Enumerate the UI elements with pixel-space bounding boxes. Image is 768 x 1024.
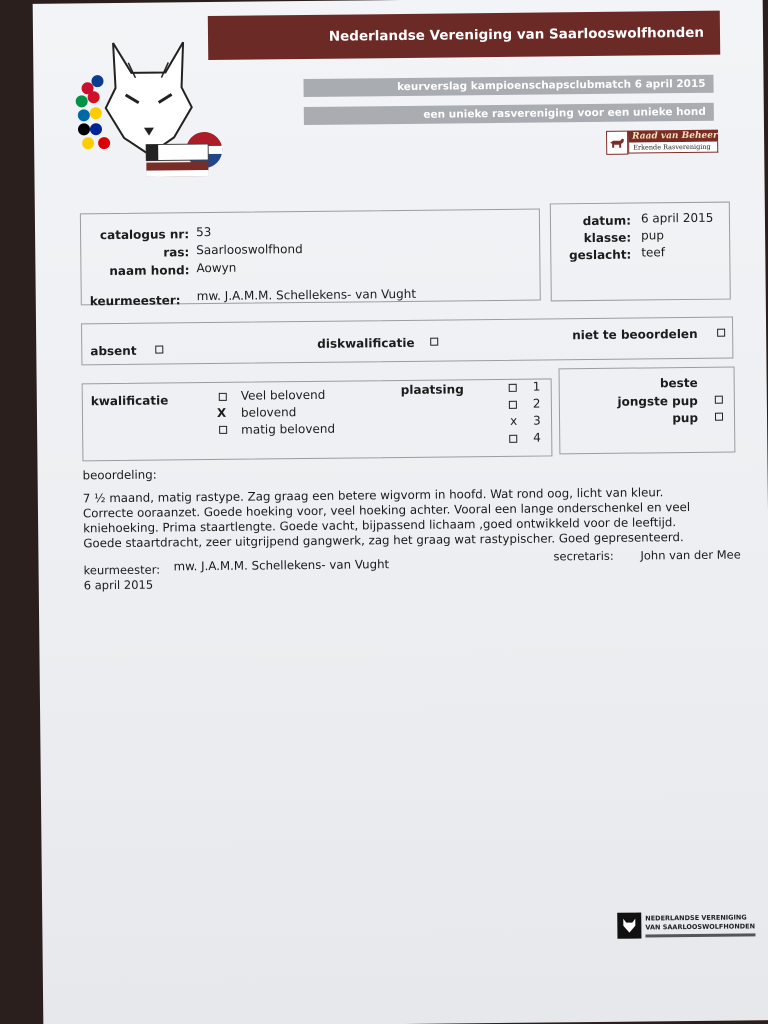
secretaris-label: secretaris: bbox=[553, 548, 614, 564]
klasse-label: klasse: bbox=[583, 230, 632, 246]
geslacht-label: geslacht: bbox=[568, 247, 632, 263]
plaatsing-2-label: 2 bbox=[532, 396, 541, 411]
veel-belovend-checkbox[interactable] bbox=[219, 393, 227, 401]
status-box bbox=[81, 317, 733, 366]
subtitle-bar-1 bbox=[303, 75, 713, 97]
naam-value: Aowyn bbox=[196, 260, 237, 276]
secretaris-value: John van der Mee bbox=[640, 547, 741, 563]
plaatsing-1-checkbox[interactable] bbox=[509, 384, 517, 392]
catalogus-label: catalogus nr: bbox=[99, 227, 190, 243]
wolf-icon bbox=[617, 913, 641, 939]
signature-keurmeester-label: keurmeester: bbox=[83, 562, 161, 578]
beoordeling-line: 7 ½ maand, matig rastype. Zag graag een betere wigvorm in hoofd. Wat rond oog, licht van kleur. bbox=[82, 485, 664, 506]
niet-te-beoordelen-checkbox[interactable] bbox=[717, 329, 725, 337]
niet-te-beoordelen-label: niet te beoordelen bbox=[572, 326, 698, 343]
subtitle-bar-2 bbox=[304, 103, 714, 125]
plaatsing-1-label: 1 bbox=[532, 379, 541, 394]
club-logo bbox=[73, 32, 225, 184]
jongste-pup-label: jongste pup bbox=[617, 393, 698, 409]
beoordeling-text bbox=[83, 485, 724, 552]
raad-line-2: Erkende Rasvereniging bbox=[628, 142, 718, 154]
subtitle-1: keurverslag kampioenschapsclubmatch 6 april 2015 bbox=[396, 77, 706, 94]
details-box bbox=[80, 209, 541, 309]
datum-value: 6 april 2015 bbox=[640, 210, 714, 226]
ras-label: ras: bbox=[163, 245, 190, 260]
kwalificatie-label: kwalificatie bbox=[90, 393, 169, 409]
matig-belovend-label: matig belovend bbox=[241, 421, 336, 437]
beoordeling-line: Correcte ooraanzet. Goede hoeking voor, veel hoeking achter. Vooral een lange onderschenkel en veel bbox=[82, 499, 691, 521]
keurmeester-label: keurmeester: bbox=[89, 293, 181, 309]
org-title-bar bbox=[208, 11, 720, 60]
klasse-value: pup bbox=[641, 228, 665, 243]
footer-line-1: NEDERLANDSE VERENIGING bbox=[645, 912, 747, 922]
kwalificatie-box bbox=[82, 378, 553, 461]
plaatsing-label: plaatsing bbox=[400, 382, 464, 398]
footer-line-2: VAN SAARLOOSWOLFHONDEN bbox=[645, 921, 756, 931]
belovend-label: belovend bbox=[240, 405, 297, 420]
pup-label: pup bbox=[672, 410, 699, 426]
beoordeling-line: kniehoeking. Prima staartlengte. Goede vacht, bijpassend lichaam ,goed ontwikkeld voor de leeftijd. bbox=[83, 515, 677, 536]
absent-label: absent bbox=[90, 343, 137, 359]
beste-box bbox=[559, 367, 736, 455]
naam-label: naam hond: bbox=[109, 263, 190, 279]
org-title: Nederlandse Vereniging van Saarlooswolfhonden bbox=[328, 24, 705, 45]
plaatsing-2-checkbox[interactable] bbox=[509, 401, 517, 409]
raad-line-1: Raad van Beheer bbox=[628, 130, 718, 143]
signature-date: 6 april 2015 bbox=[83, 577, 154, 593]
beoordeling-label: beoordeling: bbox=[82, 467, 157, 483]
date-box bbox=[550, 202, 731, 302]
subtitle-2: een unieke rasvereniging voor een unieke hond bbox=[423, 105, 706, 121]
ras-value: Saarlooswolfhond bbox=[196, 242, 303, 258]
jongste-pup-checkbox[interactable] bbox=[715, 396, 723, 404]
catalogus-value: 53 bbox=[195, 224, 212, 240]
diskwalificatie-checkbox[interactable] bbox=[430, 338, 438, 346]
geslacht-value: teef bbox=[641, 245, 666, 260]
plaatsing-4-label: 4 bbox=[533, 430, 541, 445]
plaatsing-3-label: 3 bbox=[532, 413, 541, 428]
keurmeester-value: mw. J.A.M.M. Schellekens- van Vught bbox=[196, 286, 417, 304]
dog-icon bbox=[606, 131, 628, 155]
plaatsing-4-checkbox[interactable] bbox=[509, 435, 517, 443]
datum-label: datum: bbox=[582, 213, 632, 229]
signature-keurmeester-value: mw. J.A.M.M. Schellekens- van Vught bbox=[173, 557, 390, 574]
raad-van-beheer-badge bbox=[606, 130, 718, 155]
plaatsing-3-mark[interactable]: x bbox=[509, 413, 518, 428]
footer-logo bbox=[617, 908, 757, 941]
veel-belovend-label: Veel belovend bbox=[240, 387, 326, 403]
absent-checkbox[interactable] bbox=[155, 346, 163, 354]
beste-label: beste bbox=[659, 375, 698, 391]
belovend-mark[interactable]: X bbox=[216, 405, 227, 420]
beoordeling-line: Goede staartdracht, zeer uitgrijpend gangwerk, zag het graag wat rastypischer. Goed gepresenteerd. bbox=[83, 530, 684, 551]
matig-belovend-checkbox[interactable] bbox=[219, 426, 227, 434]
pup-checkbox[interactable] bbox=[715, 413, 723, 421]
diskwalificatie-label: diskwalificatie bbox=[317, 335, 415, 351]
document-page bbox=[33, 0, 768, 1024]
